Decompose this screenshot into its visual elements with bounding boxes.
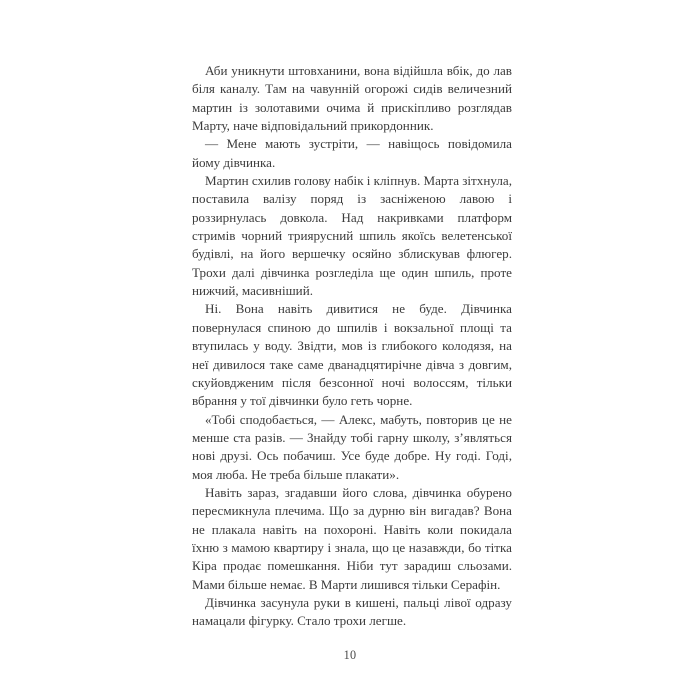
paragraph: Мартин схилив голову набік і кліпнув. Марта зітхнула, поставила валізу поряд із засніженою лавою і роззирнулась довкола. Над накривками платформ стримів чорний триярусний шпиль якоїсь велетенської будівлі, на його вершечку осяйно зблискував флюгер. Трохи далі дівчинка розгледіла ще один шпиль, проте нижчий, масивніший. — [192, 173, 512, 299]
paragraph: «Тобі сподобається, — Алекс, мабуть, повторив це не менше ста разів. — Знайду тобі гарну школу, з’являться нові друзі. Ось побачиш. Усе буде добре. Ну годі. Годі, моя люба. Не треба більше плакати». — [192, 411, 512, 482]
paragraph: — Мене мають зустріти, — навіщось повідомила йому дівчинка. — [192, 136, 512, 170]
paragraph: Ні. Вона навіть дивитися не буде. Дівчинка повернулася спиною до шпилів і вокзальної площі та втупилась у воду. Звідти, мов із глибокого колодязя, на неї дивилося таке саме дванадцятирічне дівча з довгим, скуйовдженим після безсонної ночі волоссям, тільки вбрання у тої дівчинки було геть чорне. — [192, 301, 512, 409]
paragraph: Аби уникнути штовханини, вона відійшла вбік, до лав біля каналу. Там на чавунній огорожі сидів величезний мартин із золотавими очима й прискіпливо розглядав Марту, наче відповідальний прикордонник. — [192, 63, 512, 134]
paragraph: Дівчинка засунула руки в кишені, пальці лівої одразу намацали фігурку. Стало трохи легше. — [192, 594, 512, 629]
body-text-block — [192, 62, 512, 631]
page-number: 10 — [343, 648, 357, 662]
paragraph: Навіть зараз, згадавши його слова, дівчинка обурено пересмикнула плечима. Що за дурню він вигадав? Вона не плакала навіть на похороні. Навіть коли покидала їхню з мамою квартиру і знала, що це назавжди, бо тітка Кіра продає помешкання. Ніби тут зарадиш сльозами. Мами більше немає. В Марти лишився тільки Серафін. — [192, 484, 512, 592]
